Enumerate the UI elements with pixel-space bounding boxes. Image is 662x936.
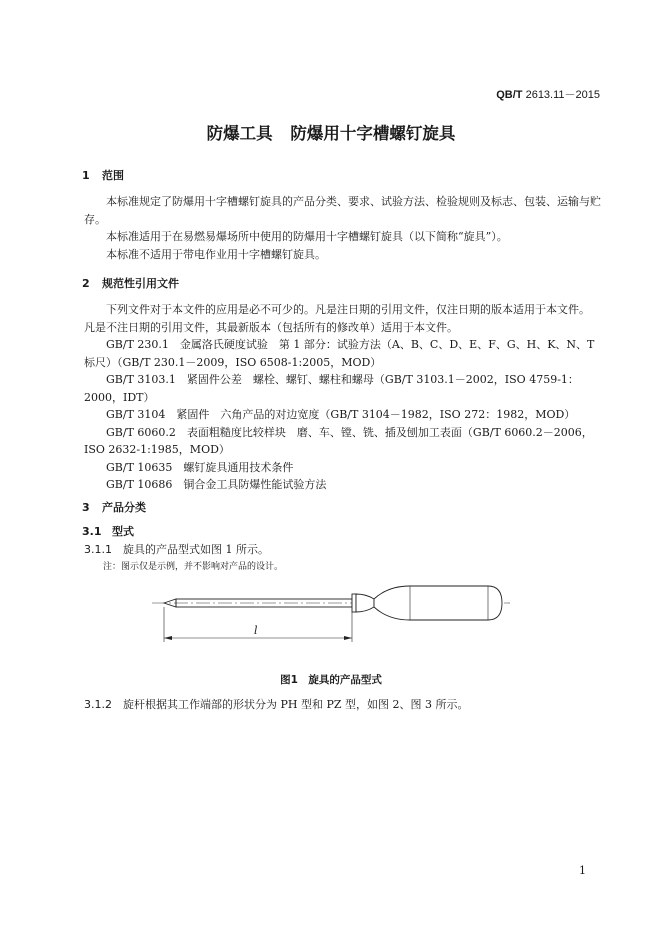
section-3-heading	[82, 499, 146, 515]
clause-text: 旋杆根据其工作端部的形状分为 PH 型和 PZ 型，如图 2、图 3 所示。	[123, 698, 469, 711]
clause-number: 3.1.1	[84, 543, 112, 556]
reference-code: GB/T 10686	[106, 478, 173, 491]
document-title: 防爆工具 防爆用十字槽螺钉旋具	[206, 124, 456, 143]
reference-code: GB/T 10635	[106, 460, 173, 474]
reference-text: 铜合金工具防爆性能试验方法	[183, 478, 327, 491]
reference-code: GB/T 6060.2	[106, 425, 176, 439]
reference-text: 表面粗糙度比较样块 磨、车、镗、铣、插及刨加工表面（GB/T 6060.2－2006，ISO 2632-1:1985，MOD）	[84, 425, 593, 456]
section-1-heading	[82, 167, 124, 183]
reference-code: GB/T 3103.1	[106, 373, 176, 386]
paragraph: 本标准适用于在易燃易爆场所中使用的防爆用十字槽螺钉旋具（以下简称“旋具”）。	[106, 230, 508, 243]
screwdriver-ferrule	[352, 594, 356, 612]
subsection-3-1-2	[84, 696, 604, 714]
reference-item	[84, 424, 604, 459]
standard-code-prefix: QB/T	[496, 89, 523, 101]
section-number: 1	[82, 169, 90, 182]
reference-code: GB/T 3104	[106, 408, 166, 421]
reference-item	[84, 371, 604, 406]
page-number: 1	[579, 864, 586, 877]
reference-item	[84, 336, 604, 371]
reference-item	[84, 406, 604, 424]
paragraph: 下列文件对于本文件的应用是必不可少的。凡是注日期的引用文件，仅注日期的版本适用于本文件。	[106, 303, 590, 316]
section-number: 3.1	[82, 525, 102, 538]
standard-code	[496, 86, 600, 102]
dimension-arrow-left	[164, 636, 172, 640]
reference-text: 紧固件 六角产品的对边宽度（GB/T 3104－1982，ISO 272：1982，MOD）	[176, 408, 576, 421]
section-number: 3	[82, 501, 90, 514]
figure-note: 注：图示仅是示例，并不影响对产品的设计。	[103, 562, 284, 572]
section-title: 范围	[102, 169, 124, 182]
subsection-3-1-1	[84, 541, 604, 559]
standard-code-number: 2613.11－2015	[525, 89, 600, 101]
paragraph: 凡是不注日期的引用文件，其最新版本（包括所有的修改单）适用于本文件。	[84, 320, 458, 334]
screwdriver-handle	[374, 586, 502, 620]
section-title: 规范性引用文件	[102, 277, 179, 290]
screwdriver-neck	[356, 594, 374, 612]
references-list	[84, 336, 604, 494]
reference-text: 螺钉旋具通用技术条件	[183, 460, 294, 474]
section-number: 2	[82, 277, 90, 290]
reference-text: 紧固件公差 螺栓、螺钉、螺柱和螺母（GB/T 3103.1－2002，ISO 4759-1：2000，IDT）	[84, 373, 579, 404]
subsection-3-1-heading	[82, 523, 134, 539]
section-2-heading	[82, 275, 179, 291]
dimension-arrow-right	[344, 636, 352, 640]
reference-text: 金属洛氏硬度试验 第 1 部分：试验方法（A、B、C、D、E、F、G、H、K、N、T标尺）（GB/T 230.1－2009，ISO 6508-1:2005，MOD）	[84, 338, 595, 369]
section-title: 型式	[112, 525, 134, 538]
clause-text: 旋具的产品型式如图 1 所示。	[123, 543, 269, 556]
reference-item	[84, 459, 604, 477]
paragraph	[84, 696, 604, 714]
paragraph	[84, 541, 604, 559]
figure-caption: 图1 旋具的产品型式	[280, 674, 382, 686]
section-title: 产品分类	[102, 501, 146, 514]
reference-item	[84, 476, 604, 494]
scope-body	[84, 193, 604, 263]
reference-code: GB/T 230.1	[106, 338, 169, 351]
paragraph: 本标准规定了防爆用十字槽螺钉旋具的产品分类、要求、试验方法、检验规则及标志、包装、运输与贮存。	[84, 195, 601, 226]
references-intro	[84, 301, 604, 336]
clause-number: 3.1.2	[84, 698, 112, 711]
paragraph: 本标准不适用于带电作业用十字槽螺钉旋具。	[106, 247, 326, 261]
screwdriver-figure	[152, 578, 512, 650]
dimension-label: l	[254, 624, 258, 637]
